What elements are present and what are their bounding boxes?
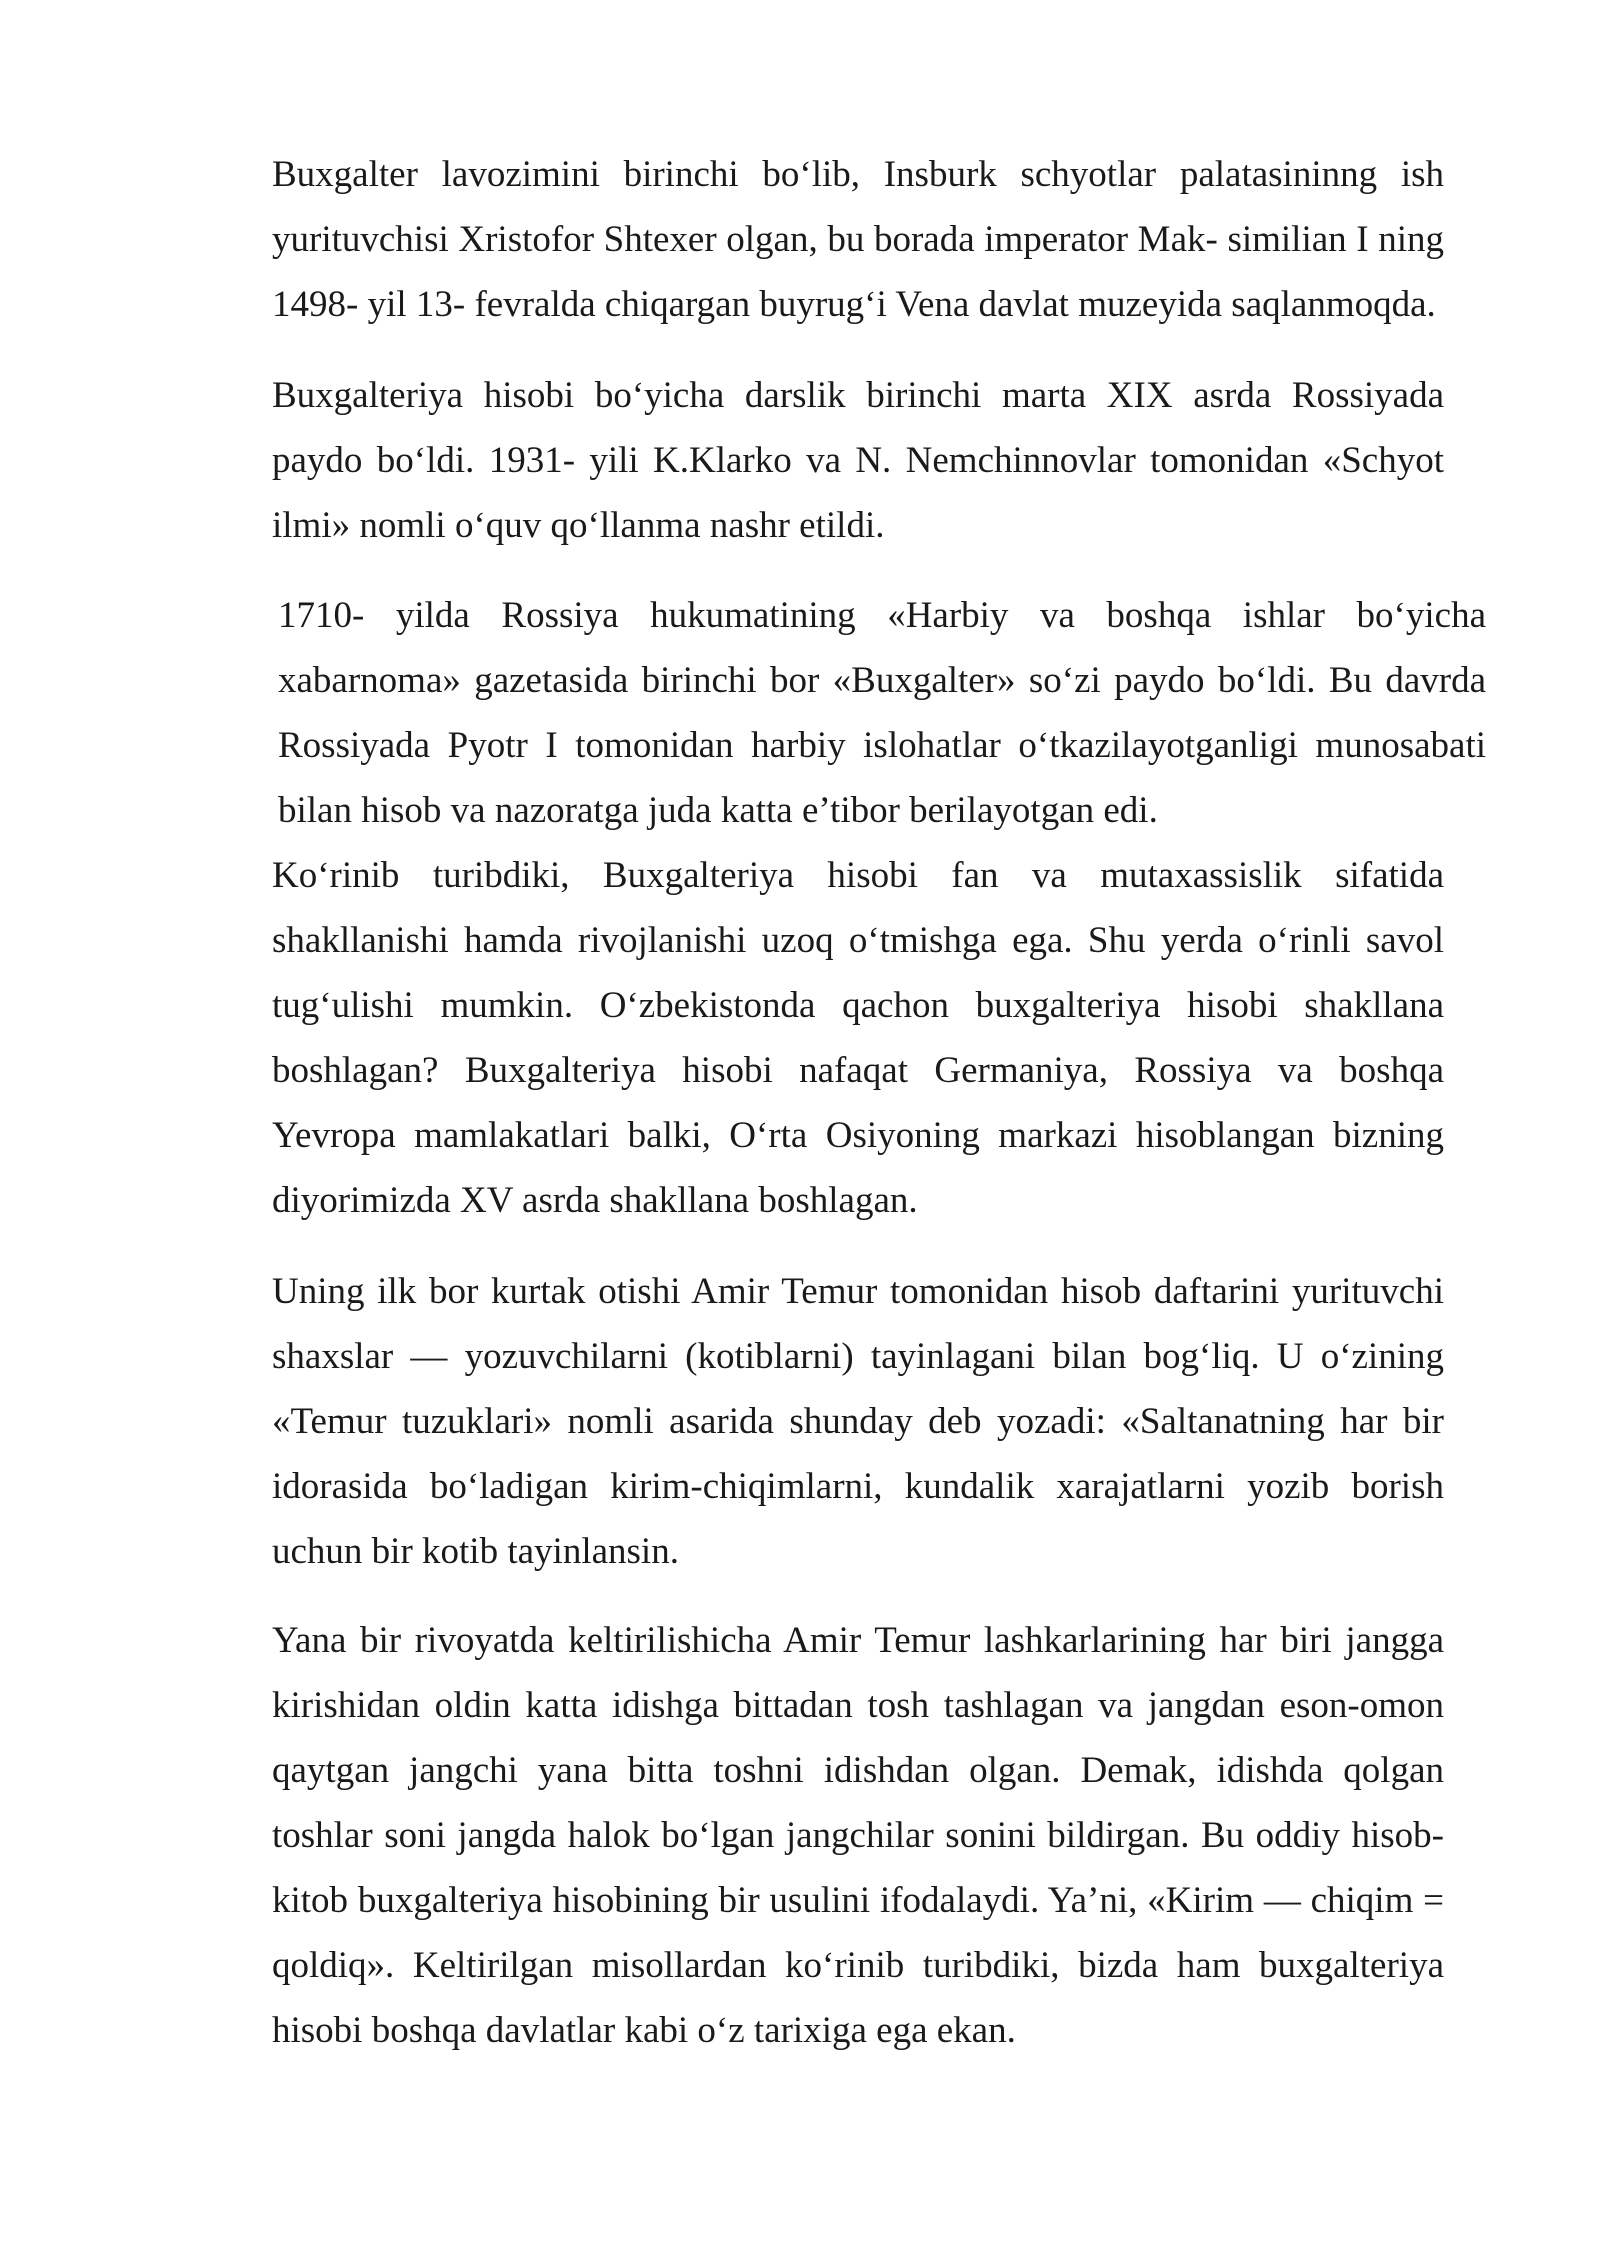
paragraph-1710-russia: 1710- yilda Rossiya hukumatining «Harbiy va boshqa ishlar bo‘yicha xabarnoma» gazetasida birinchi bor «Buxgalter» so‘zi paydo bo‘ldi. Bu davrda Rossiyada Pyotr I tomonidan harbiy islohatlar o‘tkazilayotganligi munosabati bilan hisob va nazoratga juda katta e’tibor berilayotgan edi. xyxy=(278,595,1486,831)
paragraph-amir-temur-scribes: Uning ilk bor kurtak otishi Amir Temur tomonidan hisob daftarini yurituvchi shaxslar — yozuvchilarni (kotiblarni) tayinlagani bilan bog‘liq. U o‘zining «Temur tuzuklari» nomli asarida shunday deb yozadi: «Saltanatning har bir idorasida bo‘ladigan kirim-chiqimlarni, kundalik xarajatlarni yozib borish uchun bir kotib tayinlansin. xyxy=(272,1271,1444,1572)
paragraph-stone-counting-legend: Yana bir rivoyatda keltirilishicha Amir Temur lashkarlarining har biri jangga kirishidan oldin katta idishga bittadan tosh tashlagan va jangdan eson-omon qaytgan jangchi yana bitta toshni idishdan olgan. Demak, idishda qolgan toshlar soni jangda halok bo‘lgan jangchilar sonini bildirgan. Bu oddiy hisob-kitob buxgalteriya hisobining bir usulini ifodalaydi. Ya’ni, «Kirim — chiqim = qoldiq». Keltirilgan misollardan ko‘rinib turibdiki, bizda ham buxgalteriya hisobi boshqa davlatlar kabi o‘z tarixiga ega ekan. xyxy=(272,1620,1444,2051)
paragraph-first-textbook: Buxgalteriya hisobi bo‘yicha darslik birinchi marta XIX asrda Rossiyada paydo bo‘ldi. 1931- yili K.Klarko va N. Nemchinnovlar tomonidan «Schyot ilmi» nomli o‘quv qo‘llanma nashr etildi. xyxy=(272,375,1444,546)
paragraph-uzbekistan-origins: Ko‘rinib turibdiki, Buxgalteriya hisobi fan va mutaxassislik sifatida shakllanishi hamda rivojlanishi uzoq o‘tmishga ega. Shu yerda o‘rinli savol tug‘ulishi mumkin. O‘zbekistonda qachon buxgalteriya hisobi shakllana boshlagan? Buxgalteriya hisobi nafaqat Germaniya, Rossiya va boshqa Yevropa mamlakatlari balki, O‘rta Osiyoning markazi hisoblangan bizning diyorimizda XV asrda shakllana boshlagan. xyxy=(272,855,1444,1221)
paragraph-shtexer: Buxgalter lavozimini birinchi bo‘lib, Insburk schyotlar palatasininng ish yurituvchisi Xristofor Shtexer olgan, bu borada imperator Mak- similian I ning 1498- yil 13- fevralda chiqargan buyrug‘i Vena davlat muzeyida saqlanmoqda. xyxy=(272,154,1444,325)
